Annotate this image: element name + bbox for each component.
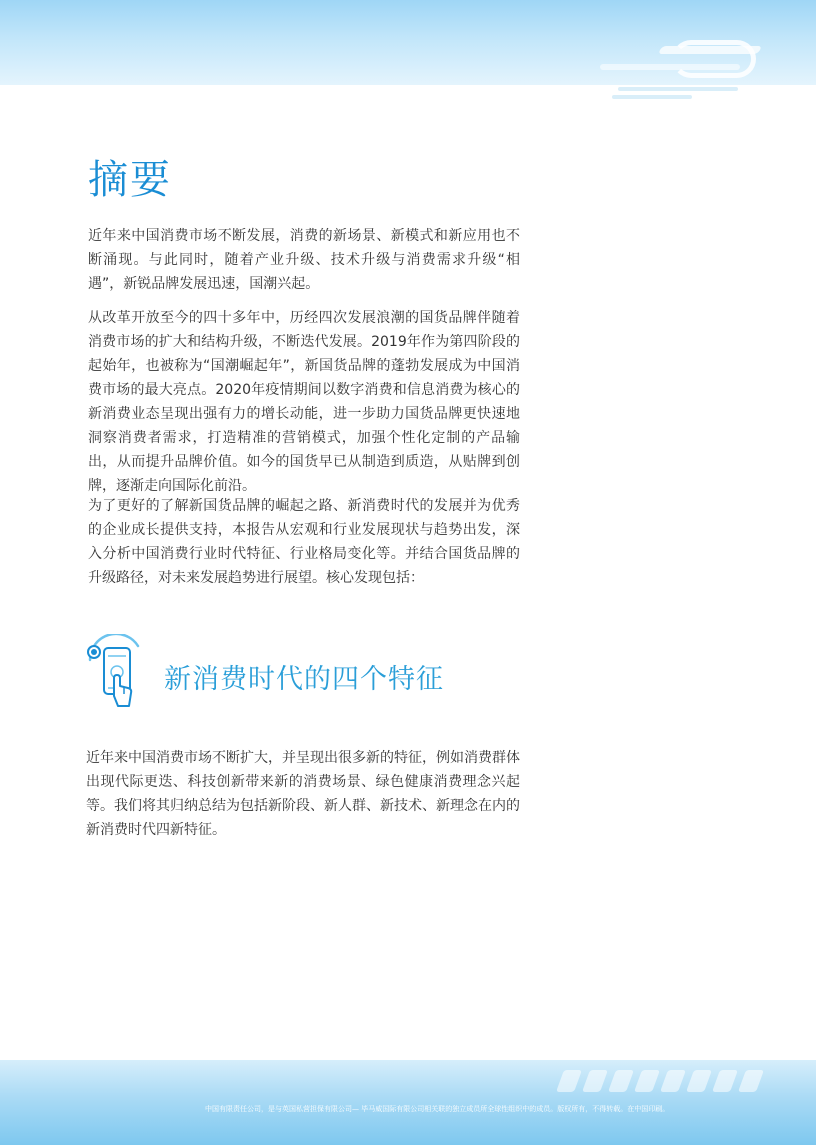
banner-streak <box>658 46 763 54</box>
summary-paragraph-1: 近年来中国消费市场不断发展，消费的新场景、新模式和新应用也不断涌现。与此同时，随着产业升级、技术升级与消费需求升级“相遇”，新锐品牌发展迅速，国潮兴起。 <box>88 228 520 292</box>
banner-decoration <box>612 85 752 101</box>
page-title: 摘要 <box>88 157 172 203</box>
bottom-banner <box>0 1060 816 1145</box>
section-paragraph: 近年来中国消费市场不断扩大，并呈现出很多新的特征，例如消费群体出现代际更迭、科技创新带来新的消费场景、绿色健康消费理念兴起等。我们将其归纳总结为包括新阶段、新人群、新技术、新理念在内的新消费时代四新特征。 <box>86 750 520 838</box>
mobile-touch-icon <box>84 634 144 714</box>
top-banner <box>0 0 816 85</box>
footer-disclaimer: 中国有限责任公司，是与英国私营担保有限公司— 毕马威国际有限公司相关联的独立成员所全球性组织中的成员。版权所有，不得转载。在中国印刷。 <box>205 1105 670 1113</box>
section-heading: 新消费时代的四个特征 <box>164 664 444 695</box>
summary-paragraph-3: 为了更好的了解新国货品牌的崛起之路、新消费时代的发展并为优秀的企业成长提供支持，本报告从宏观和行业发展现状与趋势出发，深入分析中国消费行业时代特征、行业格局变化等。并结合国货品牌的升级路径，对未来发展趋势进行展望。核心发现包括： <box>88 498 520 586</box>
summary-paragraph-2: 从改革开放至今的四十多年中，历经四次发展浪潮的国货品牌伴随着消费市场的扩大和结构升级，不断迭代发展。2019年作为第四阶段的起始年，也被称为“国潮崛起年”，新国货品牌的蓬勃发展成为中国消费市场的最大亮点。2020年疫情期间以数字消费和信息消费为核心的新消费业态呈现出强有力的增长动能，进一步助力国货品牌更快速地洞察消费者需求，打造精准的营销模式，加强个性化定制的产品输出，从而提升品牌价值。如今的国货早已从制造到质造，从贴牌到创牌，逐渐走向国际化前沿。 <box>88 310 520 494</box>
